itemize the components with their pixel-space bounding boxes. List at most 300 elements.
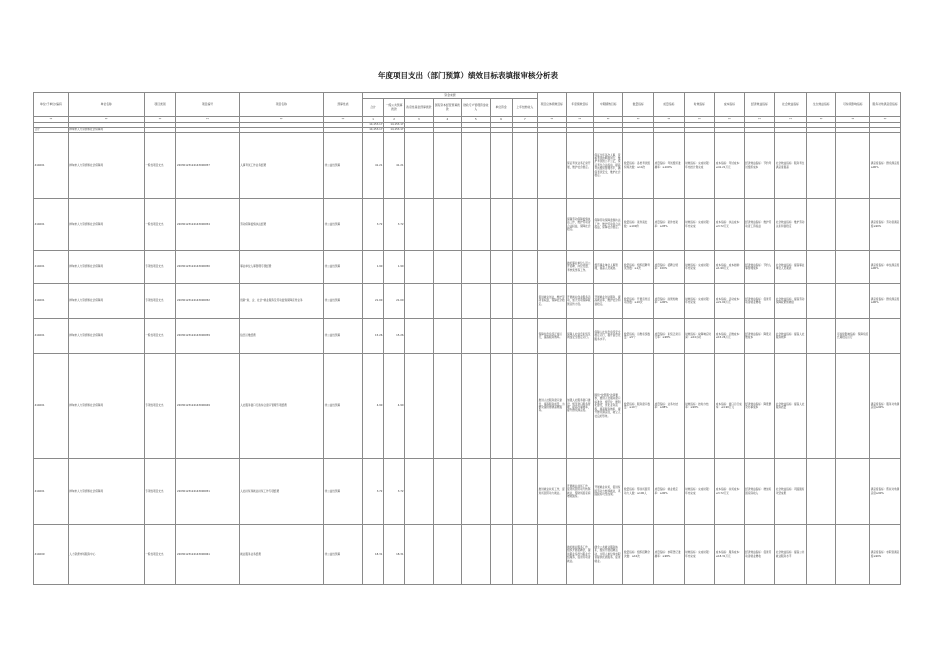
sustain-cell bbox=[836, 251, 870, 284]
unit-name-cell: 桦甸市人力资源和社会保障局 bbox=[68, 459, 144, 525]
general-budget-cell: 15.26 bbox=[384, 319, 405, 354]
ecology-cell bbox=[806, 459, 836, 525]
social-cell bbox=[775, 459, 807, 525]
project-name-cell: 创新“政、企、社会”就业服务及劳动监察保障宣传业务 bbox=[239, 284, 323, 319]
total-cell: 18.31 bbox=[362, 525, 383, 585]
sustain-cell bbox=[836, 354, 870, 459]
cost-text: 成本指标：成本控制：≤1.90万元 bbox=[715, 263, 742, 270]
time-cell bbox=[684, 525, 715, 585]
column-number-cell: ** bbox=[744, 117, 775, 123]
overall-text: 推进就业扶贫工作，促进贫困劳动力就业。 bbox=[538, 488, 565, 495]
general-budget-cell: 1.90 bbox=[384, 251, 405, 284]
column-number-cell: ** bbox=[34, 117, 69, 123]
social-text: 社会效益指标：提高公共就业服务水平 bbox=[775, 551, 805, 558]
satisfaction-text: 满意度指标：群众满意度≥90% bbox=[870, 162, 900, 169]
empty-cell bbox=[490, 319, 512, 354]
col-overall-goal: 项目总体绩效目标 bbox=[538, 93, 566, 117]
annual-cell bbox=[566, 284, 593, 319]
social-cell bbox=[775, 284, 807, 319]
project-name-cell: 劳动保障监察执法经费 bbox=[239, 199, 323, 251]
sustain-cell bbox=[836, 199, 870, 251]
empty-cell bbox=[405, 354, 433, 459]
satisfaction-text: 满意度指标：服务对象满意度≥90% bbox=[870, 402, 900, 409]
econ-text: 经济效益指标：维护劳动者工资权益 bbox=[745, 221, 772, 228]
econ-text: 经济效益指标：降低群众办事成本 bbox=[745, 402, 772, 409]
cost-text: 成本指标：服务成本：≤18.31万元 bbox=[715, 551, 742, 558]
unit-code-cell: 414001 bbox=[34, 354, 69, 459]
quantity-text: 数量指标：各类考试组织场次数：≥10次 bbox=[624, 162, 650, 169]
cost-text: 成本指标：运维成本：≤15.26万元 bbox=[715, 332, 742, 339]
empty-cell bbox=[490, 251, 512, 284]
econ-cell bbox=[744, 354, 775, 459]
time-cell bbox=[684, 284, 715, 319]
econ-text: 经济效益指标：节约人事管理成本 bbox=[745, 263, 772, 270]
general-budget-cell: 18.31 bbox=[384, 525, 405, 585]
empty-cell bbox=[405, 284, 433, 319]
col-total: 合计 bbox=[362, 99, 383, 117]
cost-text: 成本指标：窗口运行成本：≤4.90万元 bbox=[715, 402, 742, 409]
project-code-cell: 22030123124143000050 bbox=[176, 251, 239, 284]
satisfaction-text: 满意度指标：群众满意度≥90% bbox=[870, 297, 900, 304]
quantity-text: 数量指标：组织招聘考试次数：≥1次 bbox=[624, 263, 650, 270]
table-row bbox=[34, 354, 901, 459]
column-number-cell: ** bbox=[715, 117, 745, 123]
col-fund-nature: 预算性质 bbox=[323, 93, 362, 117]
ecology-cell bbox=[806, 354, 836, 459]
overall-cell bbox=[538, 354, 566, 459]
cost-text: 成本指标：活动成本：≤21.00万元 bbox=[715, 297, 742, 304]
satisfaction-cell bbox=[870, 525, 901, 585]
econ-text: 经济效益指标：增加贫困家庭收入 bbox=[745, 488, 772, 495]
quality-cell bbox=[654, 133, 685, 199]
empty-cell bbox=[462, 354, 490, 459]
mid-text: 保证全年各次人事、资格考试的顺利进行，维护考试的公平公正，保证考生合法权益，提高考试组织管理水平，确保考试安全，维护社会稳定。 bbox=[594, 153, 621, 178]
empty-cell bbox=[490, 284, 512, 319]
quality-text: 质量指标：求职登记准确率：≥98% bbox=[654, 551, 681, 558]
project-code-cell: 22030123124143000052 bbox=[176, 284, 239, 319]
social-cell bbox=[775, 199, 807, 251]
empty-cell bbox=[433, 459, 461, 525]
mid-cell bbox=[593, 354, 623, 459]
time-text: 时效指标：完成时限：年内完成 bbox=[685, 488, 712, 495]
table-body bbox=[34, 117, 901, 585]
project-code-cell: 22030123124143000051 bbox=[176, 459, 239, 525]
project-type-cell: 一般性项目支出 bbox=[144, 199, 176, 251]
satisfaction-cell bbox=[870, 319, 901, 354]
table-row bbox=[34, 459, 901, 525]
social-text: 社会效益指标：提高人社服务质量 bbox=[775, 402, 805, 409]
project-code-cell: 22030123124143000057 bbox=[176, 133, 239, 199]
quality-text: 质量指标：就业稳定率：≥90% bbox=[654, 488, 678, 495]
empty-cell bbox=[490, 199, 512, 251]
econ-cell bbox=[744, 251, 775, 284]
empty-cell bbox=[462, 251, 490, 284]
unit-code-cell: 414001 bbox=[34, 199, 69, 251]
econ-cell bbox=[744, 525, 775, 585]
empty-cell bbox=[405, 525, 433, 585]
sustain-cell bbox=[836, 525, 870, 585]
column-number-cell: ** bbox=[654, 117, 685, 123]
quantity-cell bbox=[623, 525, 654, 585]
col-quantity: 数量指标 bbox=[623, 93, 654, 117]
econ-cell bbox=[744, 459, 775, 525]
empty-cell bbox=[433, 354, 461, 459]
mid-text: 保障人社信息系统安全稳定运行，提升信息化服务水平。 bbox=[594, 330, 621, 341]
column-number-cell: ** bbox=[836, 117, 870, 123]
ecology-cell bbox=[806, 251, 836, 284]
empty-cell bbox=[462, 459, 490, 525]
econ-text: 经济效益指标：促进劳动者就业增收 bbox=[745, 551, 772, 558]
project-name-cell: 信息运维经费 bbox=[239, 319, 323, 354]
total-cell: 4.90 bbox=[362, 354, 383, 459]
total-cell: 21.00 bbox=[362, 284, 383, 319]
ecology-cell bbox=[806, 525, 836, 585]
empty-cell bbox=[490, 354, 512, 459]
col-group-fund-source: 资金来源 bbox=[362, 93, 537, 99]
overall-cell bbox=[538, 133, 566, 199]
overall-text: 推进人社服务窗口建设，提高服务质量，为群众提供便捷高效服务。 bbox=[538, 399, 565, 413]
satisfaction-cell bbox=[870, 459, 901, 525]
overall-text: 保障信息系统正常运行，提高服务效率。 bbox=[538, 332, 562, 339]
empty-cell bbox=[512, 199, 537, 251]
general-budget-cell: 14,153.17 bbox=[384, 123, 405, 128]
quantity-text: 数量指标：运维系统数量：≥5个 bbox=[624, 332, 650, 339]
column-number-cell: 7 bbox=[512, 117, 537, 123]
general-budget-cell: 3.72 bbox=[384, 459, 405, 525]
mid-text: 保障劳动保障监察执法工作，维护劳动者合法权益，保障社会稳定。 bbox=[594, 219, 621, 230]
col-project-type: 项目类别 bbox=[144, 93, 176, 117]
col-mid-goal: 中期绩效目标 bbox=[593, 93, 623, 117]
empty-cell bbox=[433, 133, 461, 199]
empty-cell bbox=[462, 284, 490, 319]
overall-cell bbox=[538, 319, 566, 354]
overall-cell bbox=[538, 251, 566, 284]
sustain-text: 可持续影响指标：保障系统长期稳定运行 bbox=[837, 332, 869, 339]
annual-cell bbox=[566, 199, 593, 251]
overall-cell bbox=[538, 284, 566, 319]
satisfaction-text: 满意度指标：帮扶对象满意度≥90% bbox=[870, 488, 900, 495]
unit-code-cell: 414001 bbox=[34, 133, 69, 199]
social-cell bbox=[775, 354, 807, 459]
unit-name-cell: 桦甸市人力资源和社会保障局 bbox=[68, 354, 144, 459]
general-budget-cell: 3.72 bbox=[384, 199, 405, 251]
quantity-text: 数量指标：服务窗口数量：≥10个 bbox=[624, 402, 650, 409]
econ-text: 经济效益指标：节约考试组织成本 bbox=[745, 162, 772, 169]
unit-code-cell: 414001 bbox=[34, 251, 69, 284]
column-number-cell: 5 bbox=[462, 117, 490, 123]
time-text: 时效指标：故障响应时间：≤24小时 bbox=[685, 332, 712, 339]
time-cell bbox=[684, 459, 715, 525]
empty-cell bbox=[512, 459, 537, 525]
column-number-cell: 4 bbox=[433, 117, 461, 123]
performance-table bbox=[33, 92, 901, 585]
fund-nature-cell: 非公益性预算 bbox=[323, 133, 362, 199]
cost-cell bbox=[715, 459, 745, 525]
overall-cell bbox=[538, 459, 566, 525]
project-type-cell: 专项性项目支出 bbox=[144, 284, 176, 319]
column-number-cell: ** bbox=[684, 117, 715, 123]
quantity-text: 数量指标：组织招聘会次数：≥10次 bbox=[624, 551, 650, 558]
social-text: 社会效益指标：巩固脱贫攻坚成果 bbox=[775, 488, 805, 495]
column-number-cell: 1 bbox=[362, 117, 383, 123]
annual-cell bbox=[566, 251, 593, 284]
annual-text: 保障劳动保障监察执法工作，维护劳动者合法权益，保障社会稳定。 bbox=[567, 217, 591, 231]
mid-text: 围绕“放管服”改革要求，推进人社服务窗口标准化、规范化、便利化建设，优化业务流程，提高服务效率，提升群众满意度，树立人社良好形象。 bbox=[594, 394, 621, 418]
quantity-cell bbox=[623, 251, 654, 284]
table-row bbox=[34, 251, 901, 284]
ecology-cell bbox=[806, 199, 836, 251]
satisfaction-text: 满意度指标：单位满意度≥90% bbox=[870, 263, 900, 270]
unit-code-cell: 414009 bbox=[34, 525, 69, 585]
empty-cell bbox=[405, 251, 433, 284]
social-cell bbox=[775, 133, 807, 199]
empty-cell bbox=[433, 319, 461, 354]
col-unit-fund: 单位资金 bbox=[490, 99, 512, 117]
mid-cell bbox=[593, 525, 623, 585]
quantity-cell bbox=[623, 459, 654, 525]
table-row bbox=[34, 284, 901, 319]
col-project-name: 项目名称 bbox=[239, 93, 323, 117]
total-cell: 1.90 bbox=[362, 251, 383, 284]
quantity-cell bbox=[623, 199, 654, 251]
col-unit-code: 单位(子单位)编码 bbox=[34, 93, 69, 117]
quality-text: 质量指标：业务办结率：≥98% bbox=[654, 402, 678, 409]
project-name-cell: 事业单位人事管理专项经费 bbox=[239, 251, 323, 284]
annual-text: 做好事业单位人员公开招聘、岗位设置、考核奖惩等工作。 bbox=[567, 261, 591, 272]
annual-text: 开展就业扶贫工作，促进贫困劳动力转移就业，帮助贫困家庭增收脱贫。 bbox=[567, 484, 591, 498]
social-text: 社会效益指标：服务考生满意度提高 bbox=[775, 162, 805, 169]
col-time: 时效指标 bbox=[684, 93, 715, 117]
project-type-cell: 专项性项目支出 bbox=[144, 251, 176, 284]
unit-code-cell: 414001 bbox=[34, 319, 69, 354]
cost-cell bbox=[715, 133, 745, 199]
empty-cell bbox=[405, 459, 433, 525]
quality-cell bbox=[654, 319, 685, 354]
unit-code-cell: 414001 bbox=[34, 284, 69, 319]
quality-text: 质量指标：案件结案率：≥95% bbox=[654, 221, 678, 228]
fund-nature-cell: 非公益性预算 bbox=[323, 199, 362, 251]
satisfaction-text: 满意度指标：劳动者满意度≥90% bbox=[870, 221, 900, 228]
quality-cell bbox=[654, 354, 685, 459]
fund-nature-cell: 非公益性预算 bbox=[323, 354, 362, 459]
column-number-cell: ** bbox=[566, 117, 593, 123]
annual-cell bbox=[566, 525, 593, 585]
empty-cell bbox=[433, 525, 461, 585]
col-sustain: 可持续影响指标 bbox=[836, 93, 870, 117]
social-cell bbox=[775, 525, 807, 585]
mid-cell bbox=[593, 251, 623, 284]
col-state-capital: 国有资本经营预算拨款 bbox=[433, 99, 461, 117]
quantity-text: 数量指标：帮扶贫困劳动力人数：≥100人 bbox=[624, 488, 650, 495]
time-text: 时效指标：完成时限：年内按计划完成 bbox=[685, 162, 712, 169]
col-special-account: 财政专户管理资金收入 bbox=[462, 99, 490, 117]
project-name-cell: 人事考试工作业务经费 bbox=[239, 133, 323, 199]
project-type-cell: 一般性项目支出 bbox=[144, 133, 176, 199]
social-cell bbox=[775, 319, 807, 354]
quality-cell bbox=[654, 459, 685, 525]
unit-name-cell: 桦甸市人力资源和社会保障局 bbox=[68, 133, 144, 199]
empty-cell bbox=[512, 251, 537, 284]
cost-cell bbox=[715, 199, 745, 251]
fund-nature-cell: 非公益性预算 bbox=[323, 284, 362, 319]
quality-cell bbox=[654, 284, 685, 319]
fund-nature-cell: 非公益性预算 bbox=[323, 525, 362, 585]
time-cell bbox=[684, 251, 715, 284]
time-text: 时效指标：完成时限：年内完成 bbox=[685, 263, 712, 270]
time-cell bbox=[684, 354, 715, 459]
econ-cell bbox=[744, 284, 775, 319]
annual-text: 保障人社信息系统及网络安全稳定运行。 bbox=[567, 332, 591, 339]
cost-cell bbox=[715, 319, 745, 354]
econ-text: 经济效益指标：降低运维成本 bbox=[745, 332, 772, 339]
total-cell: 15.26 bbox=[362, 319, 383, 354]
quantity-cell bbox=[623, 354, 654, 459]
total-cell: 3.72 bbox=[362, 459, 383, 525]
quality-cell bbox=[654, 199, 685, 251]
sustain-cell bbox=[836, 459, 870, 525]
general-budget-cell: 21.00 bbox=[384, 284, 405, 319]
empty-cell bbox=[512, 354, 537, 459]
empty-cell bbox=[405, 133, 433, 199]
empty-cell bbox=[512, 525, 537, 585]
column-number-cell: ** bbox=[176, 117, 239, 123]
quantity-cell bbox=[623, 284, 654, 319]
table-row bbox=[34, 525, 901, 585]
ecology-cell bbox=[806, 284, 836, 319]
project-name-cell: 人社服务窗口行政综合窗口管理专项经费 bbox=[239, 354, 323, 459]
column-number-cell: ** bbox=[538, 117, 566, 123]
col-annual-goal: 年度绩效目标 bbox=[566, 93, 593, 117]
fund-nature-cell: 非公益性预算 bbox=[323, 319, 362, 354]
annual-text: 加强人社服务窗口建设，规范窗口服务管理，提高办事效率，提升群众满意度。 bbox=[567, 399, 591, 413]
cost-text: 成本指标：考试成本：≤41.21万元 bbox=[715, 162, 742, 169]
time-cell bbox=[684, 319, 715, 354]
quantity-cell bbox=[623, 133, 654, 199]
project-code-cell: 22030123124143000061 bbox=[176, 525, 239, 585]
empty-cell bbox=[405, 319, 433, 354]
ecology-cell bbox=[806, 133, 836, 199]
project-type-cell: 专项性项目支出 bbox=[144, 354, 176, 459]
col-cost: 成本指标 bbox=[715, 93, 745, 117]
column-number-cell: 3 bbox=[405, 117, 433, 123]
econ-cell bbox=[744, 133, 775, 199]
project-code-cell: 22030123124143000054 bbox=[176, 199, 239, 251]
cost-cell bbox=[715, 251, 745, 284]
satisfaction-cell bbox=[870, 133, 901, 199]
cost-text: 成本指标：扶贫成本：≤3.72万元 bbox=[715, 488, 742, 495]
general-budget-cell: 41.21 bbox=[384, 133, 405, 199]
project-code-cell: 22030123124143000059 bbox=[176, 319, 239, 354]
social-text: 社会效益指标：提高人社服务效率 bbox=[775, 332, 805, 339]
column-number-cell: 6 bbox=[490, 117, 512, 123]
sustain-cell bbox=[836, 133, 870, 199]
quality-cell bbox=[654, 251, 685, 284]
total-cell: 3.72 bbox=[362, 199, 383, 251]
empty-cell bbox=[462, 199, 490, 251]
unit-name-cell: 人力资源市场服务中心 bbox=[68, 525, 144, 585]
unit-name-cell: 桦甸市人力资源和社会保障局 bbox=[68, 319, 144, 354]
quality-text: 质量指标：政策知晓率：≥90% bbox=[654, 297, 678, 304]
sustain-cell bbox=[836, 284, 870, 319]
mid-cell bbox=[593, 319, 623, 354]
project-type-cell: 一般性项目支出 bbox=[144, 525, 176, 585]
time-text: 时效指标：完成时限：年内完成 bbox=[685, 551, 712, 558]
cost-cell bbox=[715, 525, 745, 585]
annual-cell bbox=[566, 459, 593, 525]
mid-cell bbox=[593, 459, 623, 525]
ecology-cell bbox=[806, 319, 836, 354]
annual-cell bbox=[566, 133, 593, 199]
general-budget-cell: 4.90 bbox=[384, 354, 405, 459]
empty-cell bbox=[433, 251, 461, 284]
empty-cell bbox=[512, 133, 537, 199]
quantity-text: 数量指标：案件查处数：≥100件 bbox=[624, 221, 648, 228]
time-text: 时效指标：按时办结率：≥98% bbox=[685, 402, 709, 409]
col-project-code: 项目编号 bbox=[176, 93, 239, 117]
column-number-cell: ** bbox=[144, 117, 176, 123]
empty-cell bbox=[433, 284, 461, 319]
fund-nature-cell: 非公益性预算 bbox=[323, 251, 362, 284]
quantity-text: 数量指标：开展宣传活动次数：≥10次 bbox=[624, 297, 650, 304]
mid-cell bbox=[593, 199, 623, 251]
mid-cell bbox=[593, 284, 623, 319]
annual-text: 做好就业服务工作，组织开展招聘会，提供职业指导与职业介绍服务，促进劳动者就业。 bbox=[567, 545, 591, 563]
col-ecology: 生态效益指标 bbox=[806, 93, 836, 117]
overall-cell bbox=[538, 199, 566, 251]
social-text: 社会效益指标：维护劳动关系和谐稳定 bbox=[775, 221, 805, 228]
total-cell: 41.21 bbox=[362, 133, 383, 199]
sustain-cell bbox=[836, 319, 870, 354]
col-gov-fund: 政府性基金预算拨款 bbox=[405, 99, 433, 117]
col-unit-name: 单位名称 bbox=[68, 93, 144, 117]
satisfaction-cell bbox=[870, 199, 901, 251]
annual-text: 开展就业创业服务活动，加大劳动保障政策宣传力度。 bbox=[567, 295, 591, 306]
report-title: 年度项目支出（部门预算）绩效目标表填报审核分析表 bbox=[378, 71, 558, 80]
project-code-cell: 22030123124143000049 bbox=[176, 354, 239, 459]
column-number-cell: ** bbox=[775, 117, 807, 123]
social-text: 社会效益指标：提高劳动保障政策知晓度 bbox=[775, 297, 805, 304]
overall-cell bbox=[538, 525, 566, 585]
cost-cell bbox=[715, 354, 745, 459]
quantity-cell bbox=[623, 319, 654, 354]
cost-text: 成本指标：执法成本：≤3.72万元 bbox=[715, 221, 742, 228]
time-text: 时效指标：完成时限：年内完成 bbox=[685, 221, 712, 228]
time-text: 时效指标：完成时限：年内完成 bbox=[685, 297, 712, 304]
column-number-cell: ** bbox=[806, 117, 836, 123]
econ-text: 经济效益指标：促进劳动者就业增收 bbox=[745, 297, 772, 304]
mid-text: 健全公共就业服务体系，组织开展招聘活动，为用人单位和求职者提供优质服务，促进就业。 bbox=[594, 545, 621, 563]
column-number-cell: ** bbox=[623, 117, 654, 123]
satisfaction-cell bbox=[870, 354, 901, 459]
quality-text: 质量指标：考试组织准确率：≥100% bbox=[654, 162, 681, 169]
column-number-cell: 2 bbox=[384, 117, 405, 123]
total-cell: 14,153.17 bbox=[362, 123, 383, 128]
col-satisfaction: 服务对象满意度指标 bbox=[870, 93, 901, 117]
social-cell bbox=[775, 251, 807, 284]
quality-text: 质量指标：系统正常运行率：≥98% bbox=[654, 332, 681, 339]
empty-cell bbox=[512, 284, 537, 319]
empty-cell bbox=[405, 199, 433, 251]
empty-cell bbox=[462, 525, 490, 585]
table-row bbox=[34, 133, 901, 199]
unit-name-cell: 桦甸市人力资源和社会保障局 bbox=[68, 128, 144, 133]
unit-code-cell: 合计 bbox=[34, 128, 69, 133]
unit-name-cell: 桦甸市人力资源和社会保障局 bbox=[68, 199, 144, 251]
mid-text: 开展就业扶贫，促进贫困劳动力转移就业，巩固脱贫攻坚成果。 bbox=[594, 486, 621, 497]
econ-cell bbox=[744, 319, 775, 354]
mid-text: 开展就业创业服务，提高就业率，维护社会和谐稳定。 bbox=[594, 295, 621, 306]
annual-cell bbox=[566, 319, 593, 354]
